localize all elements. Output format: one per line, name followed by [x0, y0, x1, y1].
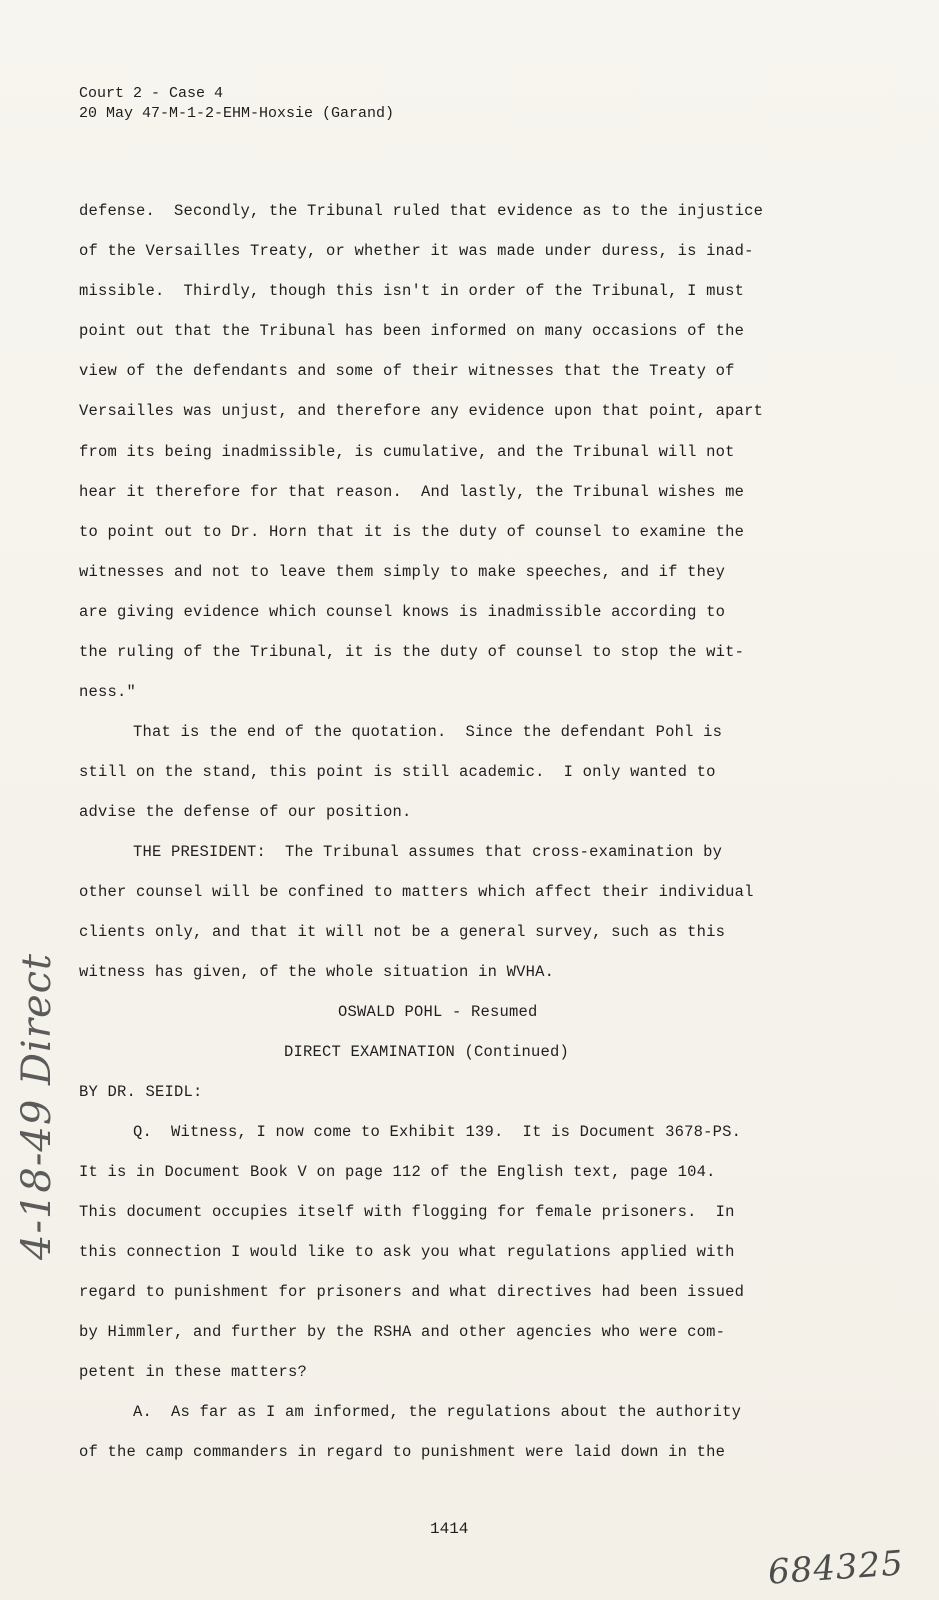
text-line: clients only, and that it will not be a general survey, such as this — [79, 923, 726, 941]
text-line: A. As far as I am informed, the regulations about the authority — [133, 1403, 742, 1421]
document-header — [79, 84, 394, 124]
text-line: by Himmler, and further by the RSHA and other agencies who were com- — [79, 1323, 726, 1341]
text-line: witness has given, of the whole situation in WVHA. — [79, 963, 555, 981]
text-line: of the Versailles Treaty, or whether it was made under duress, is inad- — [79, 242, 754, 260]
text-line: This document occupies itself with flogging for female prisoners. In — [79, 1203, 735, 1221]
text-line: regard to punishment for prisoners and what directives had been issued — [79, 1283, 745, 1301]
text-line: hear it therefore for that reason. And lastly, the Tribunal wishes me — [79, 483, 745, 501]
text-line: of the camp commanders in regard to punishment were laid down in the — [79, 1443, 726, 1461]
text-line: are giving evidence which counsel knows is inadmissible according to — [79, 603, 726, 621]
text-line: advise the defense of our position. — [79, 803, 412, 821]
text-line: defense. Secondly, the Tribunal ruled that evidence as to the injustice — [79, 202, 764, 220]
text-line: from its being inadmissible, is cumulative, and the Tribunal will not — [79, 443, 735, 461]
section-heading: OSWALD POHL - Resumed — [338, 1003, 538, 1021]
text-line: ness." — [79, 683, 137, 701]
text-line: view of the defendants and some of their witnesses that the Treaty of — [79, 362, 735, 380]
text-line: Q. Witness, I now come to Exhibit 139. It is Document 3678-PS. — [133, 1123, 742, 1141]
text-line: Versailles was unjust, and therefore any evidence upon that point, apart — [79, 402, 764, 420]
text-line: witnesses and not to leave them simply to make speeches, and if they — [79, 563, 726, 581]
text-line: still on the stand, this point is still academic. I only wanted to — [79, 763, 716, 781]
case-line: Court 2 - Case 4 — [79, 85, 224, 102]
page-number: 1414 — [430, 1520, 469, 1538]
handwritten-document-number: 684325 — [766, 1543, 906, 1593]
text-line: THE PRESIDENT: The Tribunal assumes that cross-examination by — [133, 843, 723, 861]
text-line: That is the end of the quotation. Since the defendant Pohl is — [133, 723, 723, 741]
text-line: point out that the Tribunal has been informed on many occasions of the — [79, 322, 745, 340]
date-line: 20 May 47-M-1-2-EHM-Hoxsie (Garand) — [79, 105, 395, 122]
text-line: petent in these matters? — [79, 1363, 308, 1381]
text-line: the ruling of the Tribunal, it is the duty of counsel to stop the wit- — [79, 643, 745, 661]
text-line: this connection I would like to ask you what regulations applied with — [79, 1243, 735, 1261]
text-line: It is in Document Book V on page 112 of the English text, page 104. — [79, 1163, 716, 1181]
text-line: BY DR. SEIDL: — [79, 1083, 203, 1101]
text-line: other counsel will be confined to matters which affect their individual — [79, 883, 754, 901]
section-heading: DIRECT EXAMINATION (Continued) — [284, 1043, 570, 1061]
text-line: to point out to Dr. Horn that it is the duty of counsel to examine the — [79, 523, 745, 541]
handwritten-margin-note: 4-18-49 Direct — [14, 952, 60, 1260]
text-line: missible. Thirdly, though this isn't in order of the Tribunal, I must — [79, 282, 745, 300]
